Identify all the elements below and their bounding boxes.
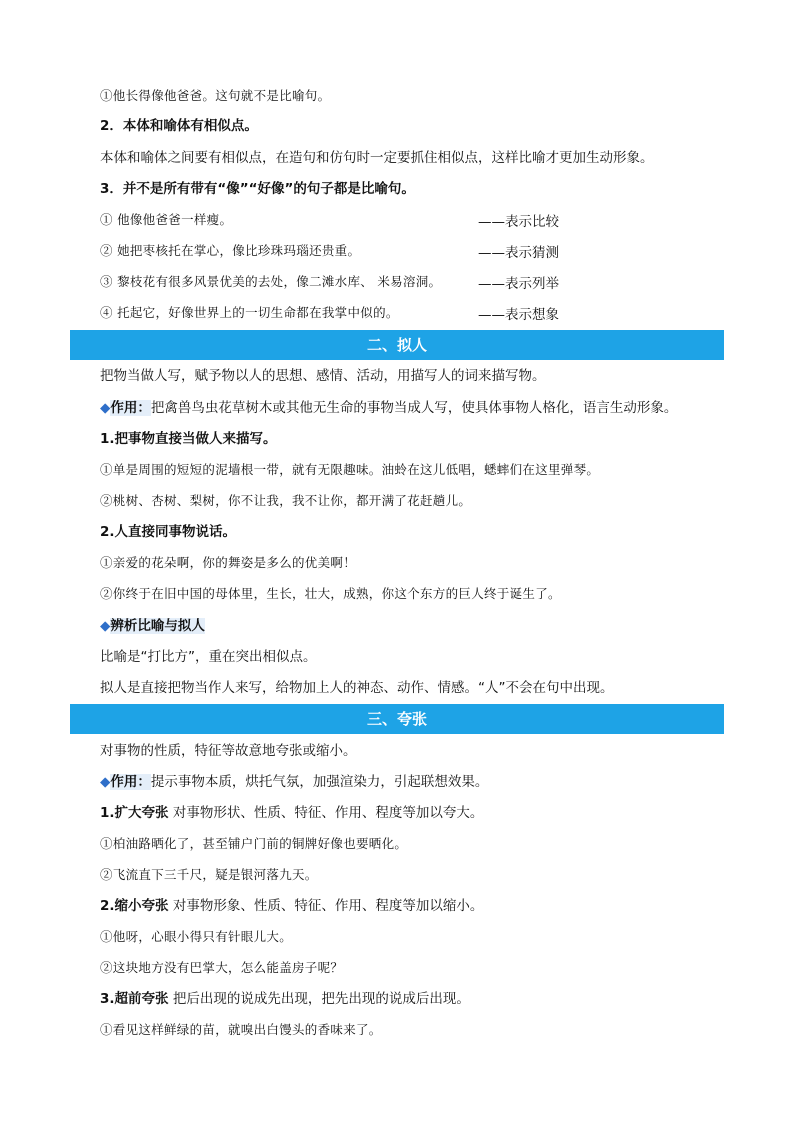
sub-title: 1.把事物直接当做人来描写。 [100, 431, 277, 447]
example-line: ①单是周围的短短的泥墙根一带，就有无限趣味。油蛉在这儿低唱，蟋蟀们在这里弹琴。 [100, 462, 600, 477]
diamond-icon: ◆ [100, 400, 111, 416]
sub-title: 1.扩大夸张 [100, 805, 169, 821]
effect-text: 提示事物本质，烘托气氛，加强渲染力，引起联想效果。 [150, 774, 489, 790]
effect-line [100, 398, 677, 418]
diamond-icon: ◆ [100, 618, 111, 634]
example-note: ——表示想象 [478, 307, 559, 323]
example-line: ①亲爱的花朵啊，你的舞姿是多么的优美啊！ [100, 555, 357, 570]
sub-title-line [100, 989, 470, 1009]
compare-label: 辨析比喻与拟人 [110, 618, 205, 634]
example-row [100, 210, 232, 230]
example-line: ②你终于在旧中国的母体里，生长，壮大，成熟，你这个东方的巨人终于诞生了。 [100, 586, 561, 601]
example-row [100, 241, 360, 261]
example-line: ②这块地方没有巴掌大，怎么能盖房子呢？ [100, 960, 344, 975]
example-note: ——表示比较 [478, 214, 559, 230]
sub-desc: 把后出现的说成先出现，把先出现的说成后出现。 [168, 991, 470, 1007]
diamond-icon: ◆ [100, 774, 111, 790]
sub-desc: 对事物形象、性质、特征、作用、程度等加以缩小。 [168, 898, 484, 914]
sub-title: 3.超前夸张 [100, 991, 169, 1007]
example-text: ① 他像他爸爸一样瘦。 [100, 212, 233, 227]
example-line: ②飞流直下三千尺，疑是银河落九天。 [100, 867, 318, 882]
section-header-personification: 二、拟人 [70, 330, 724, 360]
example-line: ②桃树、杏树、梨树，你不让我，我不让你，都开满了花赶趟儿。 [100, 493, 472, 508]
sub-title-line [100, 803, 483, 823]
sub-title: 2.缩小夸张 [100, 898, 169, 914]
compare-heading [100, 616, 205, 636]
paragraph: 把物当做人写，赋予物以人的思想、感情、活动，用描写人的词来描写物。 [100, 368, 546, 384]
example-text: ③ 黎枝花有很多风景优美的去处，像二滩水库、 米易溶洞。 [100, 274, 442, 289]
paragraph: 对事物的性质，特征等故意地夸张或缩小。 [100, 743, 357, 759]
effect-text: 把禽兽鸟虫花草树木或其他无生命的事物当成人写，使具体事物人格化，语言生动形象。 [150, 400, 678, 416]
paragraph: 拟人是直接把物当作人来写，给物加上人的神态、动作、情感。“人”不会在句中出现。 [100, 680, 614, 696]
example-note: ——表示列举 [478, 276, 559, 292]
point-title: 3．并不是所有带有“像”“好像”的句子都是比喻句。 [100, 181, 415, 197]
example-note: ——表示猜测 [478, 245, 559, 261]
sub-title-line [100, 896, 483, 916]
example-line: ①他长得像他爸爸。这句就不是比喻句。 [100, 88, 331, 103]
example-row [100, 303, 399, 323]
example-line: ①柏油路晒化了，甚至铺户门前的铜牌好像也要晒化。 [100, 836, 408, 851]
example-text: ④ 托起它，好像世界上的一切生命都在我掌中似的。 [100, 305, 399, 320]
effect-label: 作用： [110, 400, 151, 416]
effect-label: 作用： [110, 774, 151, 790]
paragraph: 本体和喻体之间要有相似点，在造句和仿句时一定要抓住相似点，这样比喻才更加生动形象。 [100, 150, 654, 166]
sub-desc: 对事物形状、性质、特征、作用、程度等加以夸大。 [168, 805, 484, 821]
paragraph: 比喻是“打比方”，重在突出相似点。 [100, 649, 317, 665]
example-line: ①他呀，心眼小得只有针眼儿大。 [100, 929, 293, 944]
effect-line [100, 772, 488, 792]
point-title: 2．本体和喻体有相似点。 [100, 118, 258, 134]
example-line: ①看见这样鲜绿的苗，就嗅出白馒头的香味来了。 [100, 1022, 382, 1037]
example-text: ② 她把枣核托在掌心，像比珍珠玛瑙还贵重。 [100, 243, 361, 258]
sub-title: 2.人直接同事物说话。 [100, 524, 237, 540]
example-row [100, 272, 441, 292]
section-header-hyperbole: 三、夸张 [70, 704, 724, 734]
